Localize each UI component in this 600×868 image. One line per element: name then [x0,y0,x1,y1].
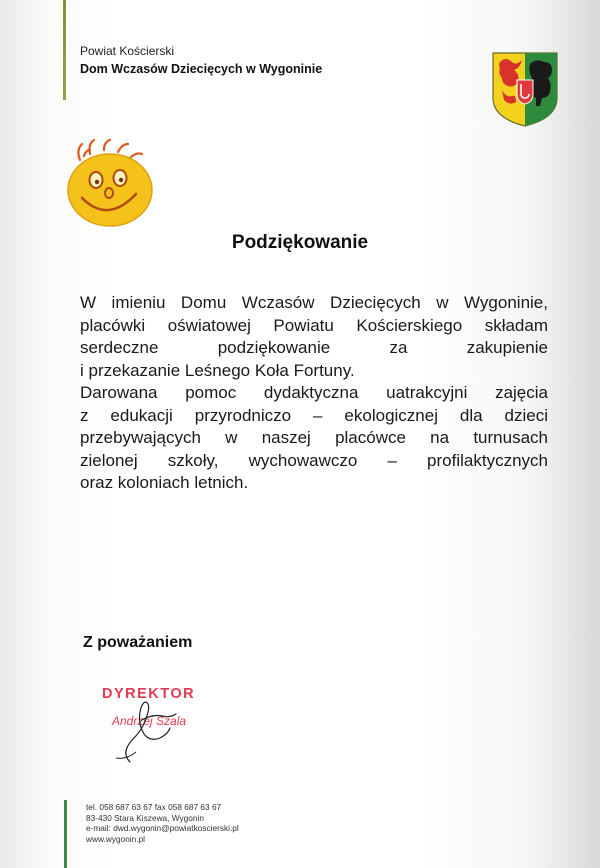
footer-phone-fax: tel. 058 687 63 67 fax 058 687 63 67 [86,802,222,812]
body-line: serdeczne podziękowanie za zakupienie [80,338,548,357]
body-line: zielonej szkoły, wychowawczo – profilaktycznych [80,450,548,470]
body-line: i przekazanie Leśnego Koła Fortuny. [80,360,355,380]
handwritten-signature [92,690,202,766]
footer-contact [86,802,239,844]
footer-accent-line [64,800,67,868]
body-line: placówki oświatowej Powiatu Kościerskiego składam [80,315,548,335]
letter-body [80,292,548,495]
header-county: Powiat Kościerski [80,44,175,58]
footer-email: e-mail: dwd.wygonin@powiatkoscierski.pl [86,823,239,833]
body-line: przebywających w naszej placówce na turnusach [80,428,548,447]
stamp-title: DYREKTOR [102,686,196,702]
body-line: oraz koloniach letnich. [80,473,249,492]
county-coat-of-arms-icon [490,50,560,128]
letter-title: Podziękowanie [231,232,369,253]
smiley-face-icon [60,138,160,230]
body-line: W imieniu Domu Wczasów Dziecięcych w Wygoninie, [80,293,548,312]
footer-website: www.wygonin.pl [86,833,146,844]
closing-phrase: Z poważaniem [83,634,193,651]
body-line: z edukacji przyrodniczo – ekologicznej dla dzieci [80,405,548,425]
body-line: Darowana pomoc dydaktyczna uatrakcyjni zajęcia [80,383,548,402]
header-accent-line [63,0,66,100]
stamp-name: Andrzej Szala [112,714,187,728]
header-organization: Dom Wczasów Dziecięcych w Wygoninie [80,62,323,76]
footer-address: 83-430 Stara Kiszewa, Wygonin [86,812,204,823]
